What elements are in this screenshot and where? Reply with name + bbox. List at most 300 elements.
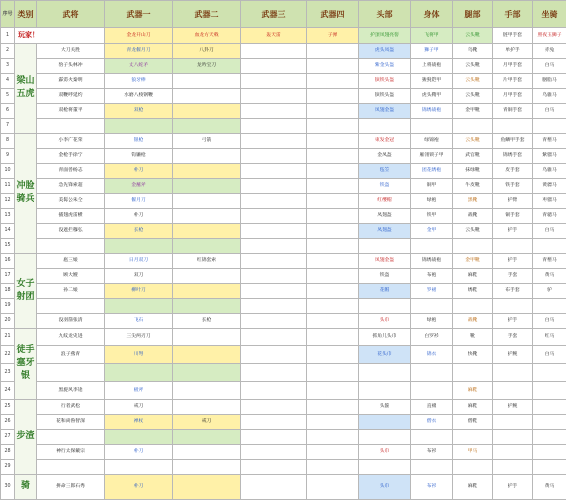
cell-legs[interactable]: 金甲靴	[453, 253, 493, 268]
cell-weapon3[interactable]	[241, 444, 307, 459]
cell-name[interactable]: 行者武松	[37, 400, 105, 415]
cell-name[interactable]: 金枪手徐宁	[37, 148, 105, 163]
cell-weapon3[interactable]	[241, 178, 307, 193]
cell-head[interactable]: 凤翅盔	[359, 208, 411, 223]
cell-mount[interactable]: 红马	[533, 328, 566, 346]
cell-mount[interactable]: 白马	[533, 346, 566, 364]
cell-legs[interactable]: 麻鞋	[453, 382, 493, 400]
cell-hands[interactable]: 皮手套	[493, 163, 533, 178]
cell-head[interactable]: 铁盔	[359, 178, 411, 193]
cell-weapon4[interactable]	[307, 429, 359, 444]
cell-hands[interactable]: 单护手	[493, 43, 533, 58]
cell-hands[interactable]: 鱼鳞甲手套	[493, 133, 533, 148]
cell-weapon4[interactable]	[307, 253, 359, 268]
cell-weapon1[interactable]: 禅杖	[105, 414, 173, 429]
cell-name[interactable]: 霹雳火秦明	[37, 73, 105, 88]
cell-weapon4[interactable]	[307, 444, 359, 459]
cell-legs[interactable]: 云头靴	[453, 28, 493, 43]
cell-weapon4[interactable]	[307, 414, 359, 429]
cell-weapon1[interactable]: 狼牙棒	[105, 73, 173, 88]
cell-head[interactable]: 镔铁头盔	[359, 73, 411, 88]
cell-mount[interactable]: 驴	[533, 283, 566, 298]
cell-legs[interactable]: 云头靴	[453, 88, 493, 103]
cell-head[interactable]: 头巾	[359, 474, 411, 499]
cell-mount[interactable]	[533, 400, 566, 415]
cell-hands[interactable]: 手套	[493, 268, 533, 283]
cell-head[interactable]: 凤翅金盔	[359, 253, 411, 268]
cell-weapon1[interactable]	[105, 298, 173, 313]
cell-weapon1[interactable]: 朴刀	[105, 163, 173, 178]
cell-legs[interactable]	[453, 429, 493, 444]
cell-weapon3[interactable]	[241, 429, 307, 444]
cell-legs[interactable]: 麻鞋	[453, 474, 493, 499]
cell-legs[interactable]: 乌靴	[453, 43, 493, 58]
cell-head[interactable]: 束发金冠	[359, 133, 411, 148]
cell-legs[interactable]	[453, 364, 493, 382]
cell-name[interactable]	[37, 429, 105, 444]
cell-mount[interactable]: 乌骓马	[533, 88, 566, 103]
cell-head[interactable]: 凤翅盔	[359, 223, 411, 238]
cell-name[interactable]: 神行太保戴宗	[37, 444, 105, 459]
cell-name[interactable]: 黑旋风李逵	[37, 382, 105, 400]
cell-legs[interactable]: 云头靴	[453, 58, 493, 73]
cell-name[interactable]: 双枪将董平	[37, 103, 105, 118]
cell-mount[interactable]: 白马	[533, 313, 566, 328]
cell-head[interactable]: 花帽	[359, 283, 411, 298]
cell-weapon1[interactable]: 朴刀	[105, 474, 173, 499]
cell-weapon4[interactable]	[307, 58, 359, 73]
cell-index[interactable]: 22	[1, 346, 15, 364]
cell-legs[interactable]: 武官靴	[453, 148, 493, 163]
cell-name[interactable]: 孙二娘	[37, 283, 105, 298]
cell-head[interactable]: 抓角儿头巾	[359, 328, 411, 346]
cell-name[interactable]: 小李广花荣	[37, 133, 105, 148]
cell-weapon1[interactable]: 长枪	[105, 223, 173, 238]
cell-head[interactable]: 金凤盔	[359, 148, 411, 163]
cell-name[interactable]	[37, 298, 105, 313]
cell-name[interactable]: 大刀关胜	[37, 43, 105, 58]
cell-legs[interactable]: 战靴	[453, 208, 493, 223]
cell-weapon3[interactable]	[241, 58, 307, 73]
cell-mount[interactable]: 黄骠马	[533, 178, 566, 193]
cell-weapon3[interactable]	[241, 238, 307, 253]
cell-weapon1[interactable]	[105, 118, 173, 133]
cell-index[interactable]: 3	[1, 58, 15, 73]
cell-mount[interactable]	[533, 459, 566, 474]
cell-body[interactable]: 飞将甲	[411, 28, 453, 43]
cell-weapon2[interactable]	[173, 88, 241, 103]
cell-weapon2[interactable]	[173, 364, 241, 382]
cell-weapon1[interactable]: 双刀	[105, 268, 173, 283]
cell-legs[interactable]: 僧鞋	[453, 414, 493, 429]
cell-weapon2[interactable]	[173, 103, 241, 118]
group-label[interactable]: 步渣	[15, 400, 37, 475]
cell-hands[interactable]	[493, 238, 533, 253]
cell-mount[interactable]: 紫骝马	[533, 148, 566, 163]
cell-index[interactable]: 14	[1, 223, 15, 238]
cell-head[interactable]: 花头巾	[359, 346, 411, 364]
cell-index[interactable]: 21	[1, 328, 15, 346]
cell-head[interactable]: 毡笠	[359, 163, 411, 178]
cell-body[interactable]: 狮子甲	[411, 43, 453, 58]
cell-weapon2[interactable]	[173, 283, 241, 298]
cell-legs[interactable]	[453, 298, 493, 313]
cell-weapon4[interactable]	[307, 474, 359, 499]
cell-index[interactable]: 27	[1, 429, 15, 444]
cell-weapon4[interactable]	[307, 163, 359, 178]
cell-weapon4[interactable]	[307, 238, 359, 253]
cell-weapon2[interactable]	[173, 118, 241, 133]
cell-head[interactable]: 头箍	[359, 400, 411, 415]
cell-hands[interactable]: 铜手套	[493, 208, 533, 223]
cell-weapon1[interactable]: 戒刀	[105, 400, 173, 415]
cell-weapon1[interactable]: 川弩	[105, 346, 173, 364]
cell-weapon3[interactable]	[241, 223, 307, 238]
cell-name[interactable]: 美髯公朱仝	[37, 193, 105, 208]
cell-weapon4[interactable]	[307, 133, 359, 148]
cell-weapon1[interactable]: 青龙偃月刀	[105, 43, 173, 58]
cell-legs[interactable]: 靴	[453, 328, 493, 346]
cell-legs[interactable]: 甲马	[453, 444, 493, 459]
cell-body[interactable]: 上将战袍	[411, 58, 453, 73]
cell-index[interactable]: 28	[1, 444, 15, 459]
cell-body[interactable]	[411, 118, 453, 133]
cell-mount[interactable]	[533, 429, 566, 444]
header-cell[interactable]: 武器四	[307, 1, 359, 28]
cell-index[interactable]: 18	[1, 283, 15, 298]
cell-hands[interactable]: 护手	[493, 313, 533, 328]
cell-index[interactable]: 24	[1, 382, 15, 400]
cell-weapon1[interactable]: 钩镰枪	[105, 148, 173, 163]
cell-hands[interactable]: 护腕	[493, 346, 533, 364]
header-cell[interactable]: 身体	[411, 1, 453, 28]
cell-body[interactable]: 锦衣	[411, 346, 453, 364]
cell-weapon4[interactable]	[307, 223, 359, 238]
cell-hands[interactable]: 青铜手套	[493, 103, 533, 118]
cell-hands[interactable]	[493, 444, 533, 459]
cell-hands[interactable]: 手套	[493, 328, 533, 346]
cell-hands[interactable]: 布手套	[493, 283, 533, 298]
cell-weapon4[interactable]	[307, 382, 359, 400]
cell-mount[interactable]: 黄马	[533, 474, 566, 499]
cell-body[interactable]: 狻猊铠甲	[411, 73, 453, 88]
cell-head[interactable]: 凤翅金盔	[359, 103, 411, 118]
cell-hands[interactable]	[493, 364, 533, 382]
cell-legs[interactable]: 麻鞋	[453, 268, 493, 283]
cell-index[interactable]: 13	[1, 208, 15, 223]
cell-weapon2[interactable]	[173, 346, 241, 364]
cell-legs[interactable]: 麻鞋	[453, 400, 493, 415]
cell-weapon1[interactable]: 三尖两刃刀	[105, 328, 173, 346]
cell-weapon1[interactable]: 朴刀	[105, 208, 173, 223]
cell-hands[interactable]: 锦绣手套	[493, 148, 533, 163]
cell-weapon1[interactable]	[105, 238, 173, 253]
cell-legs[interactable]: 牛皮靴	[453, 178, 493, 193]
cell-head[interactable]: 铁盔	[359, 268, 411, 283]
cell-index[interactable]: 26	[1, 414, 15, 429]
cell-hands[interactable]: 铁手套	[493, 178, 533, 193]
header-cell[interactable]: 武器三	[241, 1, 307, 28]
cell-head[interactable]: 紫金头盔	[359, 58, 411, 73]
cell-weapon1[interactable]	[105, 429, 173, 444]
cell-head[interactable]: 红缨帽	[359, 193, 411, 208]
cell-mount[interactable]: 青鬃马	[533, 253, 566, 268]
cell-hands[interactable]: 护手	[493, 474, 533, 499]
cell-weapon3[interactable]	[241, 103, 307, 118]
header-cell[interactable]: 手部	[493, 1, 533, 28]
cell-body[interactable]: 锦绣战袍	[411, 253, 453, 268]
cell-body[interactable]: 铁甲	[411, 208, 453, 223]
cell-weapon3[interactable]	[241, 268, 307, 283]
cell-index[interactable]: 23	[1, 364, 15, 382]
cell-weapon2[interactable]	[173, 474, 241, 499]
cell-body[interactable]: 铜甲	[411, 178, 453, 193]
cell-weapon2[interactable]: 八卦刀	[173, 43, 241, 58]
header-cell[interactable]: 武器二	[173, 1, 241, 28]
header-cell[interactable]: 武器一	[105, 1, 173, 28]
cell-weapon2[interactable]	[173, 459, 241, 474]
cell-legs[interactable]: 抹绿靴	[453, 163, 493, 178]
cell-weapon3[interactable]	[241, 400, 307, 415]
cell-index[interactable]: 15	[1, 238, 15, 253]
cell-name[interactable]	[37, 238, 105, 253]
cell-hands[interactable]: 护臂	[493, 193, 533, 208]
cell-head[interactable]: 虎头凤盔	[359, 43, 411, 58]
cell-weapon3[interactable]	[241, 298, 307, 313]
cell-body[interactable]	[411, 382, 453, 400]
cell-legs[interactable]	[453, 238, 493, 253]
cell-weapon1[interactable]: 水磨八棱钢鞭	[105, 88, 173, 103]
row-index[interactable]: 1	[1, 28, 15, 43]
cell-weapon2[interactable]	[173, 163, 241, 178]
cell-name[interactable]	[37, 364, 105, 382]
cell-legs[interactable]: 云头靴	[453, 223, 493, 238]
cell-body[interactable]: 僧衣	[411, 414, 453, 429]
header-cell[interactable]: 武将	[37, 1, 105, 28]
cell-body[interactable]	[411, 238, 453, 253]
cell-name[interactable]: 扈三娘	[37, 253, 105, 268]
cell-weapon2[interactable]	[173, 328, 241, 346]
cell-weapon2[interactable]	[173, 429, 241, 444]
cell-mount[interactable]: 枣骝马	[533, 193, 566, 208]
cell-legs[interactable]: 绣鞋	[453, 283, 493, 298]
cell-body[interactable]: 布衫	[411, 444, 453, 459]
cell-weapon2[interactable]	[173, 400, 241, 415]
cell-mount[interactable]: 青鬃马	[533, 133, 566, 148]
cell-body[interactable]	[411, 364, 453, 382]
cell-name[interactable]: 浪子燕青	[37, 346, 105, 364]
cell-weapon3[interactable]	[241, 163, 307, 178]
cell-name[interactable]: 豹子头林冲	[37, 58, 105, 73]
cell-head[interactable]	[359, 414, 411, 429]
cell-name[interactable]: 九纹龙史进	[37, 328, 105, 346]
cell-hands[interactable]	[493, 459, 533, 474]
cell-weapon3[interactable]	[241, 118, 307, 133]
cell-weapon4[interactable]	[307, 298, 359, 313]
cell-weapon4[interactable]	[307, 346, 359, 364]
cell-head[interactable]	[359, 118, 411, 133]
cell-weapon2[interactable]	[173, 444, 241, 459]
cell-hands[interactable]	[493, 414, 533, 429]
cell-weapon4[interactable]	[307, 88, 359, 103]
cell-legs[interactable]: 云头靴	[453, 133, 493, 148]
cell-mount[interactable]: 赤兔	[533, 43, 566, 58]
cell-legs[interactable]	[453, 459, 493, 474]
cell-weapon4[interactable]	[307, 313, 359, 328]
cell-weapon4[interactable]	[307, 178, 359, 193]
cell-legs[interactable]: 云头靴	[453, 73, 493, 88]
cell-name[interactable]: 没遮拦穆弘	[37, 223, 105, 238]
cell-weapon3[interactable]	[241, 414, 307, 429]
cell-body[interactable]: 罗裙	[411, 283, 453, 298]
cell-index[interactable]: 9	[1, 148, 15, 163]
cell-head[interactable]: 镔铁头盔	[359, 88, 411, 103]
cell-name[interactable]: 急先锋索超	[37, 178, 105, 193]
cell-hands[interactable]: 月甲手套	[493, 88, 533, 103]
cell-index[interactable]: 25	[1, 400, 15, 415]
cell-head[interactable]	[359, 238, 411, 253]
cell-weapon1[interactable]: 柳叶刀	[105, 283, 173, 298]
cell-index[interactable]: 5	[1, 88, 15, 103]
cell-weapon2[interactable]	[173, 178, 241, 193]
cell-weapon3[interactable]	[241, 253, 307, 268]
cell-weapon1[interactable]: 银枪	[105, 133, 173, 148]
cell-body[interactable]: 布袍	[411, 268, 453, 283]
cell-weapon3[interactable]	[241, 208, 307, 223]
cell-head[interactable]	[359, 382, 411, 400]
cell-weapon2[interactable]	[173, 382, 241, 400]
group-label[interactable]: 冲脸骑兵	[15, 133, 37, 253]
cell-weapon1[interactable]: 丈八蛇矛	[105, 58, 173, 73]
header-cell[interactable]: 腿部	[453, 1, 493, 28]
cell-mount[interactable]	[533, 382, 566, 400]
group-label[interactable]: 徒手塞牙银	[15, 328, 37, 399]
cell-body[interactable]: 团花绣袍	[411, 163, 453, 178]
cell-name[interactable]: 拼命三郎石秀	[37, 474, 105, 499]
cell-weapon4[interactable]	[307, 148, 359, 163]
cell-index[interactable]: 7	[1, 118, 15, 133]
cell-weapon4[interactable]	[307, 193, 359, 208]
cell-name[interactable]: 顾大嫂	[37, 268, 105, 283]
cell-index[interactable]: 19	[1, 298, 15, 313]
cell-index[interactable]: 2	[1, 43, 15, 58]
cell-weapon3[interactable]	[241, 88, 307, 103]
cell-mount[interactable]	[533, 444, 566, 459]
section-title[interactable]: 玩家！	[15, 28, 105, 43]
cell-body[interactable]: 雁翎锁子甲	[411, 148, 453, 163]
cell-mount[interactable]	[533, 118, 566, 133]
cell-hands[interactable]	[493, 118, 533, 133]
cell-mount[interactable]: 白马	[533, 223, 566, 238]
cell-weapon2[interactable]	[173, 298, 241, 313]
header-cell[interactable]: 序号	[1, 1, 15, 28]
cell-head[interactable]: 头巾	[359, 313, 411, 328]
cell-hands[interactable]	[493, 429, 533, 444]
cell-name[interactable]: 花和尚鲁智深	[37, 414, 105, 429]
cell-body[interactable]: 绿锦袍	[411, 133, 453, 148]
cell-body[interactable]: 布衫	[411, 474, 453, 499]
cell-mount[interactable]: 乌骓马	[533, 163, 566, 178]
cell-weapon3[interactable]	[241, 193, 307, 208]
cell-weapon4[interactable]	[307, 328, 359, 346]
cell-weapon4[interactable]	[307, 400, 359, 415]
cell-mount[interactable]: 照夜玉狮子	[533, 28, 566, 43]
cell-mount[interactable]: 胭脂马	[533, 73, 566, 88]
cell-legs[interactable]: 战靴	[453, 313, 493, 328]
cell-weapon3[interactable]	[241, 148, 307, 163]
cell-weapon3[interactable]	[241, 364, 307, 382]
header-cell[interactable]: 头部	[359, 1, 411, 28]
cell-legs[interactable]	[453, 118, 493, 133]
header-cell[interactable]: 类别	[15, 1, 37, 28]
cell-weapon4[interactable]: 子弹	[307, 28, 359, 43]
cell-weapon4[interactable]	[307, 73, 359, 88]
cell-index[interactable]: 17	[1, 268, 15, 283]
cell-mount[interactable]	[533, 238, 566, 253]
cell-index[interactable]: 29	[1, 459, 15, 474]
cell-weapon1[interactable]: 板斧	[105, 382, 173, 400]
cell-hands[interactable]: 链甲手套	[493, 28, 533, 43]
cell-index[interactable]: 11	[1, 178, 15, 193]
cell-weapon3[interactable]	[241, 382, 307, 400]
cell-weapon3[interactable]	[241, 43, 307, 58]
cell-weapon2[interactable]	[173, 193, 241, 208]
header-cell[interactable]: 坐骑	[533, 1, 566, 28]
cell-weapon2[interactable]	[173, 73, 241, 88]
cell-weapon3[interactable]	[241, 73, 307, 88]
cell-weapon1[interactable]: 偃月刀	[105, 193, 173, 208]
cell-legs[interactable]: 金甲靴	[453, 103, 493, 118]
cell-weapon2[interactable]	[173, 208, 241, 223]
cell-hands[interactable]	[493, 382, 533, 400]
cell-weapon2[interactable]: 龙吟宝刀	[173, 58, 241, 73]
cell-weapon3[interactable]: 轰天雷	[241, 28, 307, 43]
cell-body[interactable]	[411, 459, 453, 474]
cell-mount[interactable]	[533, 414, 566, 429]
cell-weapon2[interactable]: 弓箭	[173, 133, 241, 148]
cell-body[interactable]	[411, 298, 453, 313]
cell-mount[interactable]: 青骢马	[533, 208, 566, 223]
cell-weapon3[interactable]	[241, 133, 307, 148]
cell-name[interactable]	[37, 459, 105, 474]
cell-hands[interactable]	[493, 298, 533, 313]
cell-head[interactable]	[359, 364, 411, 382]
cell-mount[interactable]	[533, 364, 566, 382]
cell-weapon1[interactable]: 金蘸斧	[105, 178, 173, 193]
cell-weapon2[interactable]: 血龙方天戟	[173, 28, 241, 43]
cell-body[interactable]: 绿袍	[411, 193, 453, 208]
cell-name[interactable]: 青面兽杨志	[37, 163, 105, 178]
cell-weapon2[interactable]	[173, 268, 241, 283]
cell-index[interactable]: 6	[1, 103, 15, 118]
cell-name[interactable]	[37, 118, 105, 133]
cell-weapon1[interactable]: 双枪	[105, 103, 173, 118]
cell-index[interactable]: 10	[1, 163, 15, 178]
cell-mount[interactable]: 黄马	[533, 268, 566, 283]
cell-weapon1[interactable]: 日月双刀	[105, 253, 173, 268]
cell-index[interactable]: 8	[1, 133, 15, 148]
cell-weapon3[interactable]	[241, 328, 307, 346]
cell-weapon4[interactable]	[307, 43, 359, 58]
cell-head[interactable]	[359, 429, 411, 444]
cell-hands[interactable]: 月甲手套	[493, 58, 533, 73]
cell-weapon1[interactable]	[105, 364, 173, 382]
cell-body[interactable]: 金甲	[411, 223, 453, 238]
cell-body[interactable]: 绿袍	[411, 313, 453, 328]
cell-index[interactable]: 16	[1, 253, 15, 268]
cell-weapon3[interactable]	[241, 474, 307, 499]
group-label[interactable]: 梁山五虎	[15, 43, 37, 133]
